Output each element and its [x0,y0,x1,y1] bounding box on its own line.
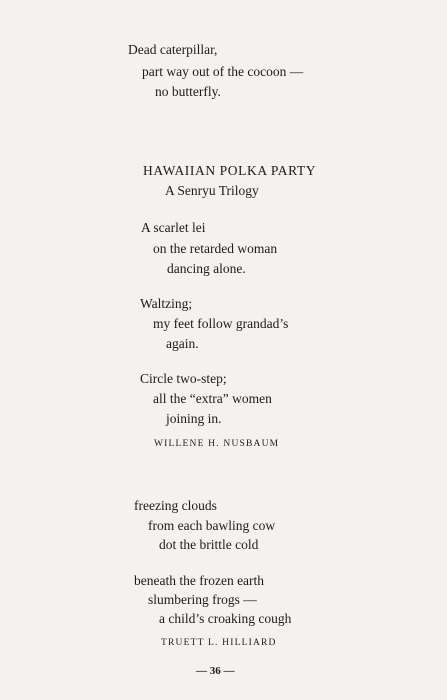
poem-line: again. [166,336,199,351]
poem-line: no butterfly. [155,84,221,99]
poem-line: dot the brittle cold [159,537,259,552]
poem-line: beneath the frozen earth [134,573,265,588]
poem-line: my feet follow grandad’s [153,316,289,331]
poem-title: HAWAIIAN POLKA PARTY [143,163,317,178]
poem-line: Dead caterpillar, [128,42,218,57]
poem-line: dancing alone. [167,261,246,276]
page-number: — 36 — [196,665,235,677]
poem-line: Circle two-step; [140,371,227,386]
poem-line: on the retarded woman [153,241,278,256]
poem-line: all the “extra” women [153,391,272,406]
poem-line: slumbering frogs — [148,592,257,607]
poem-subtitle: A Senryu Trilogy [165,183,259,198]
poem-line: part way out of the cocoon — [142,64,304,79]
poem-line: joining in. [166,411,222,426]
poem-line: freezing clouds [134,498,217,513]
poem-author: WILLENE H. NUSBAUM [154,439,280,449]
poem-line: A scarlet lei [141,220,206,235]
poem-author: TRUETT L. HILLIARD [161,638,277,648]
poem-line: a child’s croaking cough [159,611,292,626]
poem-line: from each bawling cow [148,518,276,533]
poem-line: Waltzing; [140,296,193,311]
